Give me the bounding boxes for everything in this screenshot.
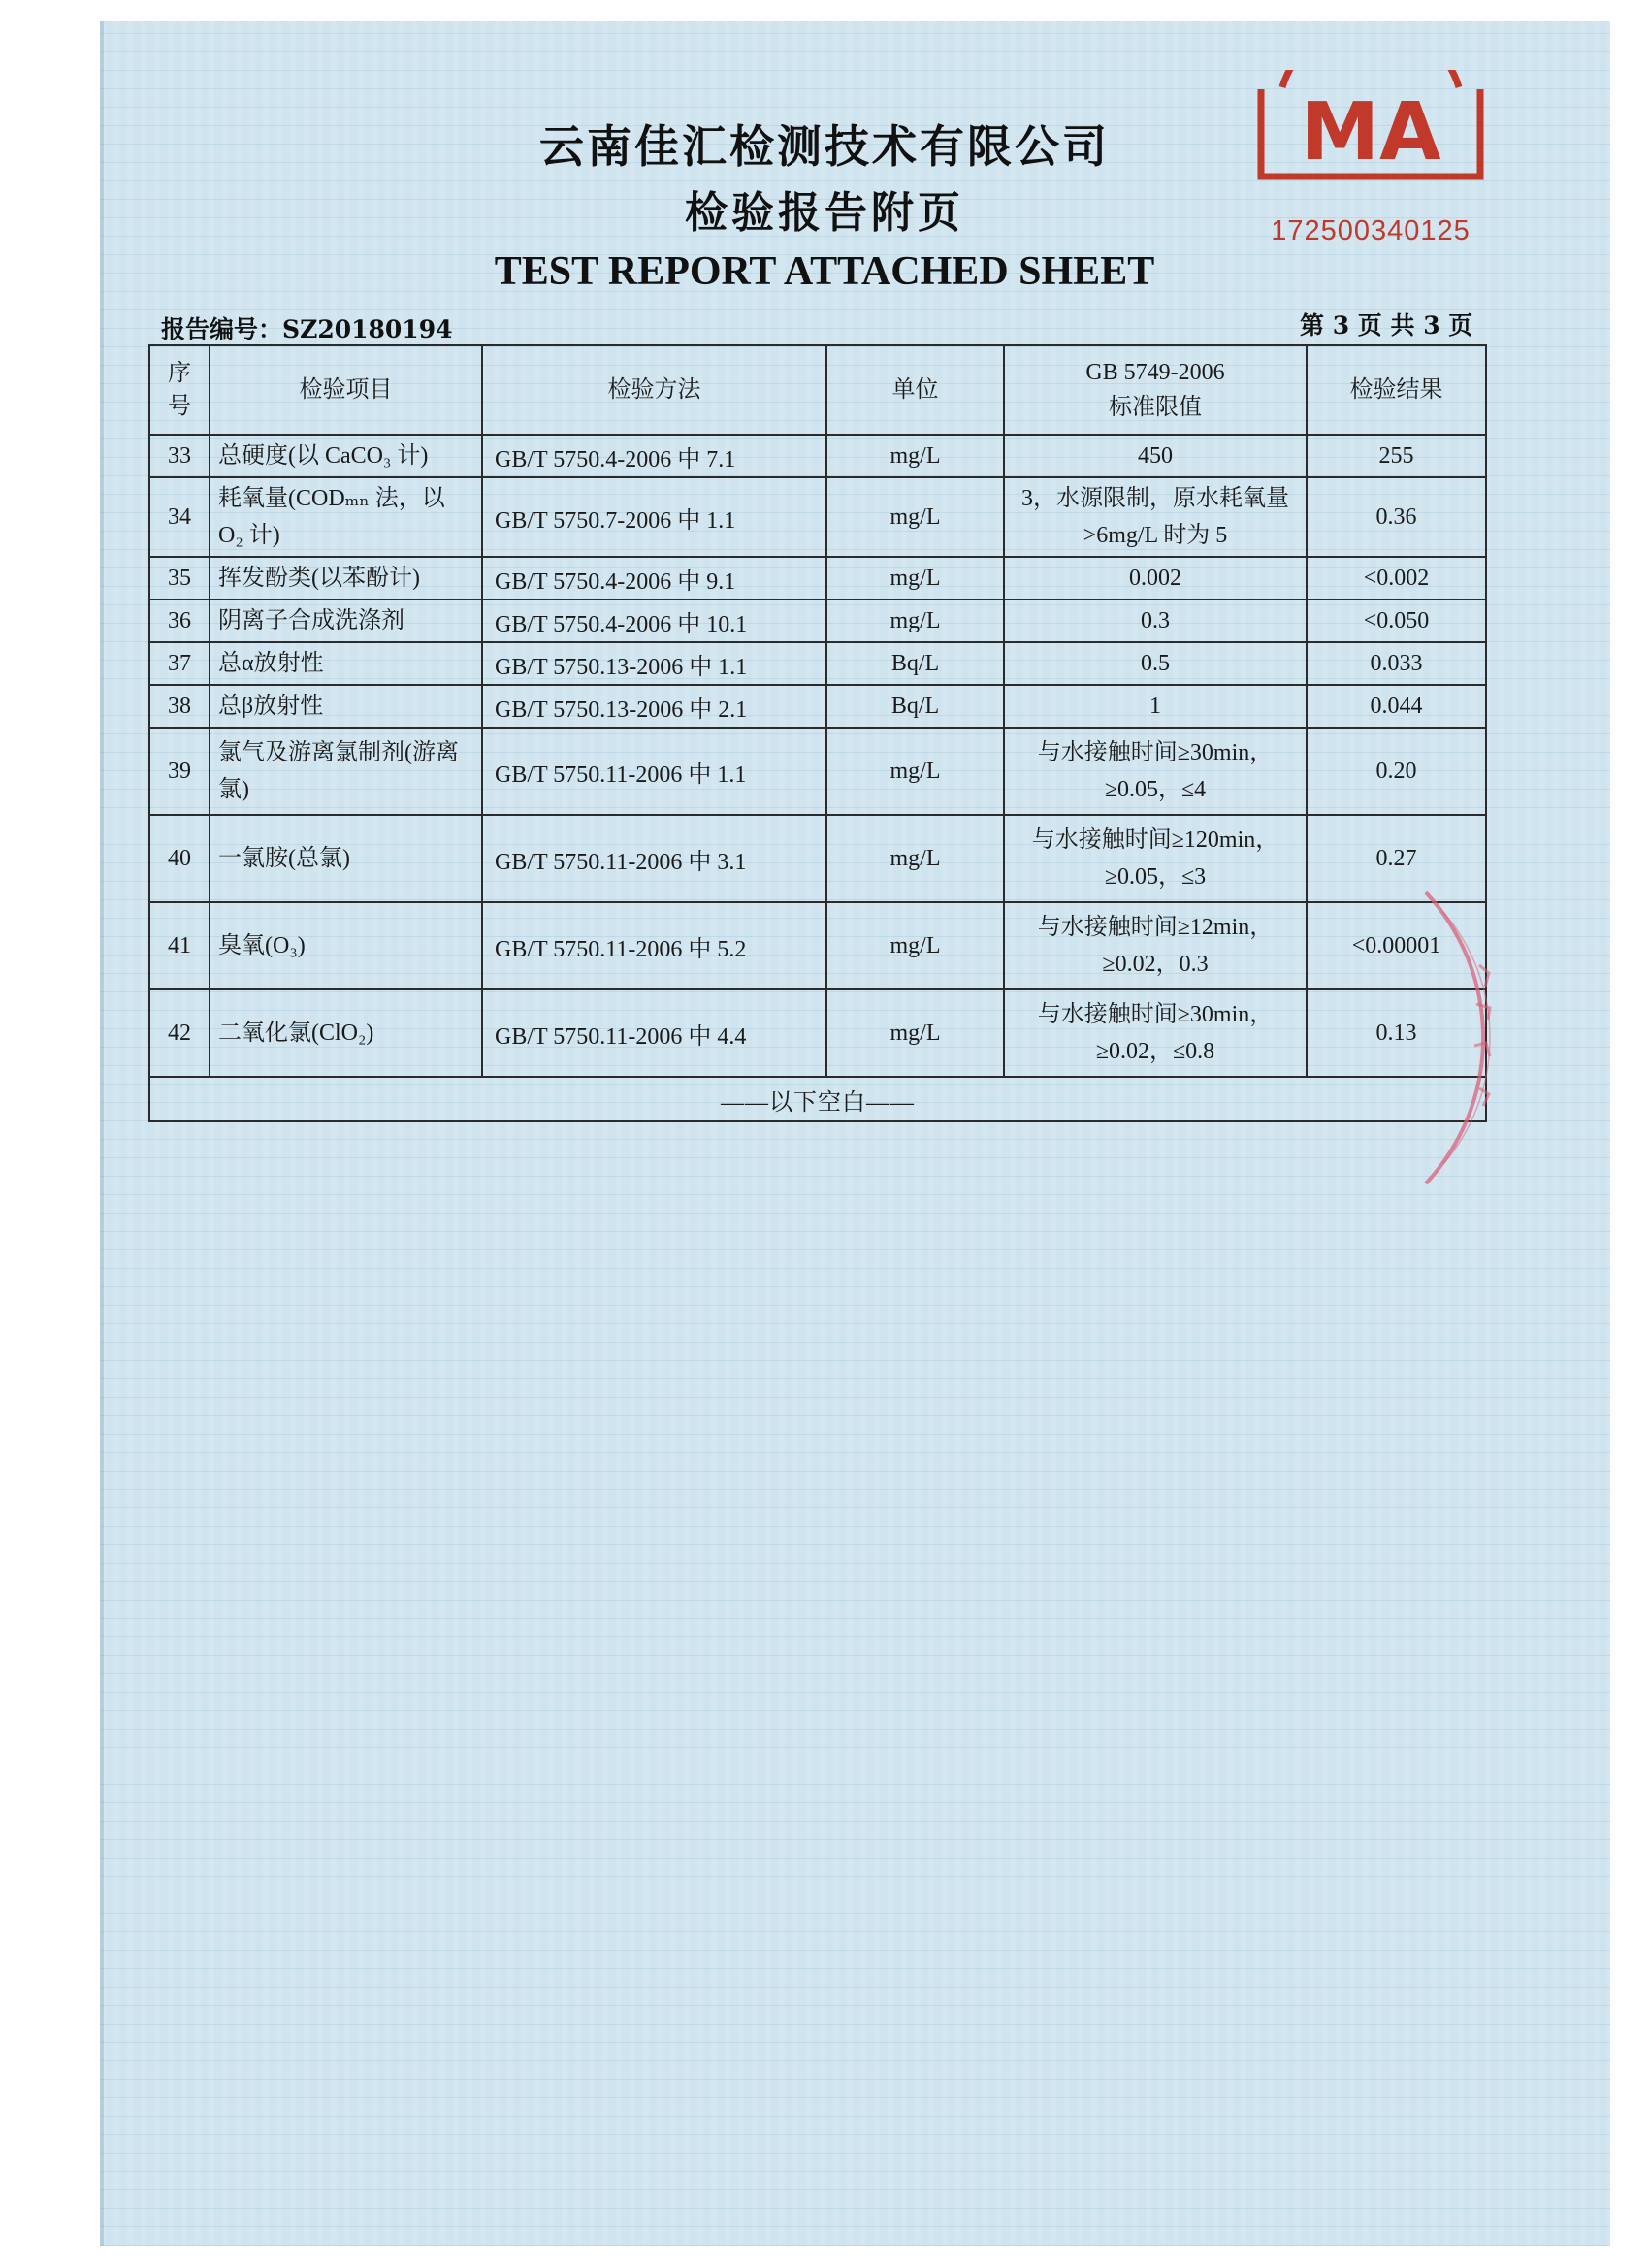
table-row — [149, 557, 1486, 599]
test-method-cell: GB/T 5750.11-2006 中 3.1 — [482, 815, 826, 902]
standard-limit-cell: 0.002 — [1004, 557, 1307, 599]
table-row — [149, 435, 1486, 477]
test-method-cell: GB/T 5750.4-2006 中 7.1 — [482, 435, 826, 477]
test-method-cell: GB/T 5750.4-2006 中 9.1 — [482, 557, 826, 599]
row-number-cell: 40 — [149, 815, 210, 902]
test-result-cell: 0.13 — [1307, 989, 1486, 1077]
table-row — [149, 989, 1486, 1077]
test-item-cell: 耗氧量(CODₘₙ 法，以 O₂ 计) — [210, 477, 482, 557]
col-header-result: 检验结果 — [1307, 345, 1486, 435]
table-row — [149, 728, 1486, 815]
standard-limit-cell: 与水接触时间≥30min，≥0.02，≤0.8 — [1004, 989, 1307, 1077]
report-number — [161, 310, 452, 345]
test-result-cell: 255 — [1307, 435, 1486, 477]
row-number-cell: 35 — [149, 557, 210, 599]
test-item-cell: 氯气及游离氯制剂(游离氯) — [210, 728, 482, 815]
table-row — [149, 599, 1486, 642]
paper-edge — [100, 21, 104, 2246]
unit-cell: mg/L — [826, 557, 1004, 599]
test-result-cell: 0.36 — [1307, 477, 1486, 557]
test-result-cell: <0.00001 — [1307, 902, 1486, 989]
test-method-cell: GB/T 5750.11-2006 中 4.4 — [482, 989, 826, 1077]
test-result-cell: <0.002 — [1307, 557, 1486, 599]
col-header-limit — [1004, 345, 1307, 435]
english-title: TEST REPORT ATTACHED SHEET — [494, 249, 1155, 294]
row-number-cell: 34 — [149, 477, 210, 557]
unit-cell: mg/L — [826, 902, 1004, 989]
standard-limit-cell: 450 — [1004, 435, 1307, 477]
table-row — [149, 815, 1486, 902]
test-result-cell: 0.044 — [1307, 685, 1486, 728]
test-method-cell: GB/T 5750.7-2006 中 1.1 — [482, 477, 826, 557]
unit-cell: mg/L — [826, 599, 1004, 642]
unit-cell: mg/L — [826, 728, 1004, 815]
unit-cell: mg/L — [826, 477, 1004, 557]
test-result-cell: <0.050 — [1307, 599, 1486, 642]
standard-limit-cell: 与水接触时间≥12min，≥0.02，0.3 — [1004, 902, 1307, 989]
standard-limit-cell: 0.3 — [1004, 599, 1307, 642]
test-method-cell: GB/T 5750.13-2006 中 1.1 — [482, 642, 826, 685]
col-header-unit: 单位 — [826, 345, 1004, 435]
test-item-cell: 总硬度(以 CaCO₃ 计) — [210, 435, 482, 477]
table-row — [149, 685, 1486, 728]
report-number-value: SZ20180194 — [282, 315, 453, 343]
test-method-cell: GB/T 5750.11-2006 中 5.2 — [482, 902, 826, 989]
test-item-cell: 一氯胺(总氯) — [210, 815, 482, 902]
standard-limit-cell: 1 — [1004, 685, 1307, 728]
unit-cell: Bq/L — [826, 685, 1004, 728]
standard-limit-cell: 0.5 — [1004, 642, 1307, 685]
row-number-cell: 33 — [149, 435, 210, 477]
col-header-limit-line1: GB 5749-2006 — [1085, 360, 1225, 385]
test-result-cell: 0.033 — [1307, 642, 1486, 685]
test-method-cell: GB/T 5750.13-2006 中 2.1 — [482, 685, 826, 728]
row-number-cell: 41 — [149, 902, 210, 989]
test-item-cell: 二氧化氯(ClO₂) — [210, 989, 482, 1077]
col-header-no: 序号 — [149, 345, 210, 435]
cma-number: 172500340125 — [1271, 215, 1471, 246]
test-item-cell: 总α放射性 — [210, 642, 482, 685]
test-method-cell: GB/T 5750.4-2006 中 10.1 — [482, 599, 826, 642]
test-result-cell: 0.27 — [1307, 815, 1486, 902]
row-number-cell: 39 — [149, 728, 210, 815]
table-header-row — [149, 345, 1486, 435]
test-method-cell: GB/T 5750.11-2006 中 1.1 — [482, 728, 826, 815]
page-info: 第 3 页 共 3 页 — [1300, 311, 1473, 340]
unit-cell: mg/L — [826, 815, 1004, 902]
cma-logo — [1249, 70, 1492, 191]
report-number-label: 报告编号： — [161, 315, 283, 343]
table-body — [149, 435, 1486, 1077]
table-row — [149, 642, 1486, 685]
row-number-cell: 36 — [149, 599, 210, 642]
table-row — [149, 477, 1486, 557]
company-name: 云南佳汇检测技术有限公司 — [539, 120, 1110, 173]
unit-cell: mg/L — [826, 989, 1004, 1077]
unit-cell: mg/L — [826, 435, 1004, 477]
unit-cell: Bq/L — [826, 642, 1004, 685]
test-item-cell: 臭氧(O₃) — [210, 902, 482, 989]
standard-limit-cell: 与水接触时间≥120min，≥0.05，≤3 — [1004, 815, 1307, 902]
col-header-method: 检验方法 — [482, 345, 826, 435]
end-note: ——以下空白—— — [149, 1077, 1486, 1121]
test-item-cell: 挥发酚类(以苯酚计) — [210, 557, 482, 599]
row-number-cell: 37 — [149, 642, 210, 685]
test-item-cell: 阴离子合成洗涤剂 — [210, 599, 482, 642]
test-item-cell: 总β放射性 — [210, 685, 482, 728]
row-number-cell: 38 — [149, 685, 210, 728]
report-subtitle: 检验报告附页 — [685, 188, 964, 238]
blank-row — [149, 1077, 1486, 1121]
table-row — [149, 902, 1486, 989]
standard-limit-cell: 3，水源限制，原水耗氧量>6mg/L 时为 5 — [1004, 477, 1307, 557]
results-table — [148, 344, 1487, 1122]
test-result-cell: 0.20 — [1307, 728, 1486, 815]
col-header-limit-line2: 标准限值 — [1109, 395, 1202, 420]
standard-limit-cell: 与水接触时间≥30min，≥0.05，≤4 — [1004, 728, 1307, 815]
col-header-item: 检验项目 — [210, 345, 482, 435]
row-number-cell: 42 — [149, 989, 210, 1077]
svg-text:MA: MA — [1300, 86, 1441, 178]
